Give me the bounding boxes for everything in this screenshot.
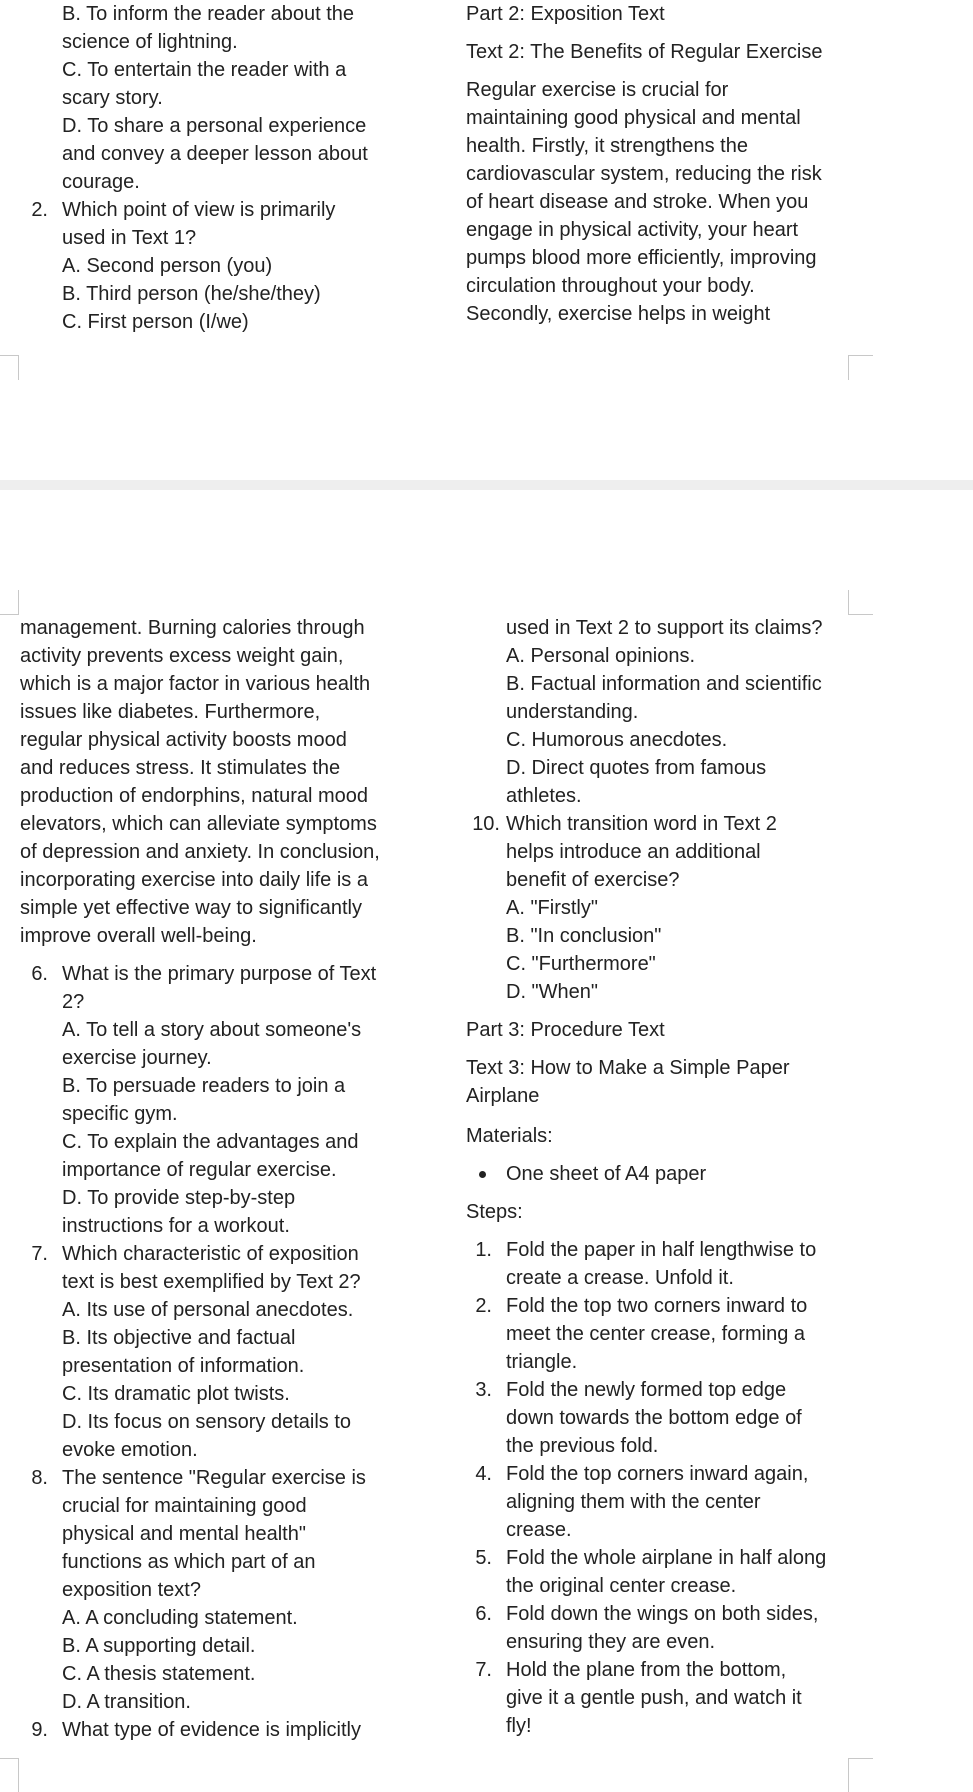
part-3-title: Part 3: Procedure Text [466, 1019, 665, 1041]
document-page-1 [0, 0, 973, 480]
paragraph-line: of heart disease and stroke. When you [466, 191, 809, 213]
document-page-2 [0, 490, 973, 1792]
paragraph-line: circulation throughout your body. [466, 275, 755, 297]
question-text: text is best exemplified by Text 2? [62, 1271, 361, 1293]
paragraph-line: maintaining good physical and mental [466, 107, 801, 129]
option-line: evoke emotion. [62, 1439, 198, 1461]
option-line: B. To inform the reader about the [62, 3, 355, 25]
option-line: exercise journey. [62, 1047, 212, 1069]
option-line: B. Factual information and scientific [506, 673, 822, 695]
option-line: A. Second person (you) [62, 255, 273, 277]
question-text: Which characteristic of exposition [62, 1243, 359, 1265]
option-line: and convey a deeper lesson about [62, 143, 368, 165]
step-5 [475, 1544, 906, 1600]
step-text: the original center crease. [506, 1575, 737, 1597]
option-line: C. Humorous anecdotes. [506, 729, 728, 751]
step-text: the previous fold. [506, 1435, 659, 1457]
option-line: D. Direct quotes from famous [506, 757, 767, 779]
paragraph-line: pumps blood more efficiently, improving [466, 247, 817, 269]
page1-right-column [466, 0, 906, 328]
question-6 [31, 960, 440, 1240]
step-number: 3. [475, 1379, 492, 1401]
crop-mark-bottom-right-2 [848, 1758, 873, 1792]
paragraph-line: incorporating exercise into daily life is a [20, 869, 368, 891]
paragraph-line: and reduces stress. It stimulates the [20, 757, 341, 779]
step-text: ensuring they are even. [506, 1631, 716, 1653]
question-7 [31, 1240, 440, 1464]
paragraph-line: health. Firstly, it strengthens the [466, 135, 748, 157]
option-line: understanding. [506, 701, 639, 723]
question-text: used in Text 1? [62, 227, 197, 249]
option-line: A. "Firstly" [506, 897, 598, 919]
question-text: helps introduce an additional [506, 841, 761, 863]
option-line: B. "In conclusion" [506, 925, 662, 947]
questions-6-to-9 [20, 960, 440, 1744]
crop-mark-bottom-left-2 [0, 1758, 19, 1792]
step-text: Fold the newly formed top edge [506, 1379, 787, 1401]
materials-heading: Materials: [466, 1125, 553, 1147]
step-1 [475, 1236, 906, 1292]
materials-list-item [466, 1160, 906, 1188]
option-line: C. To entertain the reader with a [62, 59, 347, 81]
step-number: 1. [475, 1239, 492, 1261]
option-line: B. Its objective and factual [62, 1327, 296, 1349]
page1-left-column [31, 0, 422, 336]
paragraph-line: Regular exercise is crucial for [466, 79, 729, 101]
option-line: A. A concluding statement. [62, 1607, 298, 1629]
option-line: scary story. [62, 87, 163, 109]
question-text: crucial for maintaining good [62, 1495, 307, 1517]
paragraph-line: simple yet effective way to significantly [20, 897, 363, 919]
question-9 [31, 1716, 440, 1744]
question-text: physical and mental health" [62, 1523, 306, 1545]
steps-list [466, 1236, 906, 1740]
option-line: A. To tell a story about someone's [62, 1019, 362, 1041]
step-text: Fold down the wings on both sides, [506, 1603, 819, 1625]
step-text: down towards the bottom edge of [506, 1407, 802, 1429]
option-line: instructions for a workout. [62, 1215, 290, 1237]
option-line: C. Its dramatic plot twists. [62, 1383, 290, 1405]
option-line: B. A supporting detail. [62, 1635, 256, 1657]
option-line: D. "When" [506, 981, 599, 1003]
question-10 [466, 810, 906, 1006]
question-1-options-tail [62, 0, 422, 196]
question-text: Which transition word in Text 2 [506, 813, 777, 835]
step-text: Fold the top corners inward again, [506, 1463, 809, 1485]
question-number: 2. [31, 199, 48, 221]
step-4 [475, 1460, 906, 1544]
option-line: importance of regular exercise. [62, 1159, 337, 1181]
question-number: 6. [31, 963, 48, 985]
option-line: C. First person (I/we) [62, 311, 249, 333]
text-3-title-line: Airplane [466, 1085, 540, 1107]
paragraph-line: engage in physical activity, your heart [466, 219, 799, 241]
question-text: exposition text? [62, 1579, 201, 1601]
step-number: 5. [475, 1547, 492, 1569]
paragraph-line: elevators, which can alleviate symptoms [20, 813, 377, 835]
text-3-title [466, 1054, 906, 1110]
page-separator [0, 480, 973, 490]
question-text: What is the primary purpose of Text [62, 963, 377, 985]
step-text: create a crease. Unfold it. [506, 1267, 734, 1289]
option-line: science of lightning. [62, 31, 238, 53]
option-line: D. To share a personal experience [62, 115, 367, 137]
step-text: fly! [506, 1715, 532, 1737]
text-2-paragraph [466, 76, 906, 328]
page2-left-column [20, 614, 440, 1744]
question-number: 8. [31, 1467, 48, 1489]
option-line: C. To explain the advantages and [62, 1131, 359, 1153]
text-2-title: Text 2: The Benefits of Regular Exercise [466, 41, 823, 63]
step-number: 2. [475, 1295, 492, 1317]
option-line: D. To provide step-by-step [62, 1187, 296, 1209]
question-text: used in Text 2 to support its claims? [506, 617, 823, 639]
step-text: Fold the paper in half lengthwise to [506, 1239, 817, 1261]
step-text: Fold the top two corners inward to [506, 1295, 808, 1317]
crop-mark-top-right [848, 590, 873, 615]
question-number: 7. [31, 1243, 48, 1265]
question-number: 9. [31, 1719, 48, 1741]
option-line: specific gym. [62, 1103, 178, 1125]
option-line: D. A transition. [62, 1691, 191, 1713]
paragraph-line: Secondly, exercise helps in weight [466, 303, 771, 325]
question-number: 10. [472, 813, 500, 835]
paragraph-line: cardiovascular system, reducing the risk [466, 163, 822, 185]
question-text: What type of evidence is implicitly [62, 1719, 362, 1741]
step-text: crease. [506, 1519, 572, 1541]
crop-mark-top-left [0, 590, 19, 615]
paragraph-line: issues like diabetes. Furthermore, [20, 701, 321, 723]
step-number: 6. [475, 1603, 492, 1625]
option-line: presentation of information. [62, 1355, 305, 1377]
bullet-icon [479, 1171, 486, 1178]
text-3-title-line: Text 3: How to Make a Simple Paper [466, 1057, 790, 1079]
step-text: Hold the plane from the bottom, [506, 1659, 787, 1681]
paragraph-line: improve overall well-being. [20, 925, 257, 947]
question-text: Which point of view is primarily [62, 199, 336, 221]
question-2 [31, 196, 422, 336]
paragraph-line: which is a major factor in various health [20, 673, 371, 695]
option-line: B. To persuade readers to join a [62, 1075, 346, 1097]
step-text: Fold the whole airplane in half along [506, 1547, 827, 1569]
step-text: triangle. [506, 1351, 578, 1373]
step-2 [475, 1292, 906, 1376]
step-text: aligning them with the center [506, 1491, 761, 1513]
option-line: courage. [62, 171, 140, 193]
page2-right-column [466, 614, 906, 1740]
paragraph-line: activity prevents excess weight gain, [20, 645, 344, 667]
question-text: benefit of exercise? [506, 869, 680, 891]
question-text: 2? [62, 991, 85, 1013]
option-line: C. A thesis statement. [62, 1663, 256, 1685]
paragraph-line: production of endorphins, natural mood [20, 785, 369, 807]
step-3 [475, 1376, 906, 1460]
paragraph-line: management. Burning calories through [20, 617, 365, 639]
paragraph-line: regular physical activity boosts mood [20, 729, 347, 751]
option-line: A. Its use of personal anecdotes. [62, 1299, 354, 1321]
paragraph-line: of depression and anxiety. In conclusion, [20, 841, 380, 863]
question-8 [31, 1464, 440, 1716]
step-text: meet the center crease, forming a [506, 1323, 806, 1345]
step-text: give it a gentle push, and watch it [506, 1687, 802, 1709]
question-9-continued [466, 614, 906, 810]
material-text: One sheet of A4 paper [506, 1163, 707, 1185]
steps-heading: Steps: [466, 1201, 523, 1223]
option-line: C. "Furthermore" [506, 953, 656, 975]
option-line: athletes. [506, 785, 582, 807]
option-line: D. Its focus on sensory details to [62, 1411, 352, 1433]
option-line: B. Third person (he/she/they) [62, 283, 321, 305]
step-number: 7. [475, 1659, 492, 1681]
crop-mark-bottom-left [0, 355, 19, 380]
step-number: 4. [475, 1463, 492, 1485]
question-text: functions as which part of an [62, 1551, 316, 1573]
option-line: A. Personal opinions. [506, 645, 696, 667]
text-2-paragraph-continued [20, 614, 440, 950]
question-text: The sentence "Regular exercise is [62, 1467, 366, 1489]
crop-mark-bottom-right [848, 355, 873, 380]
part-2-title: Part 2: Exposition Text [466, 3, 665, 25]
step-7 [475, 1656, 906, 1740]
step-6 [475, 1600, 906, 1656]
